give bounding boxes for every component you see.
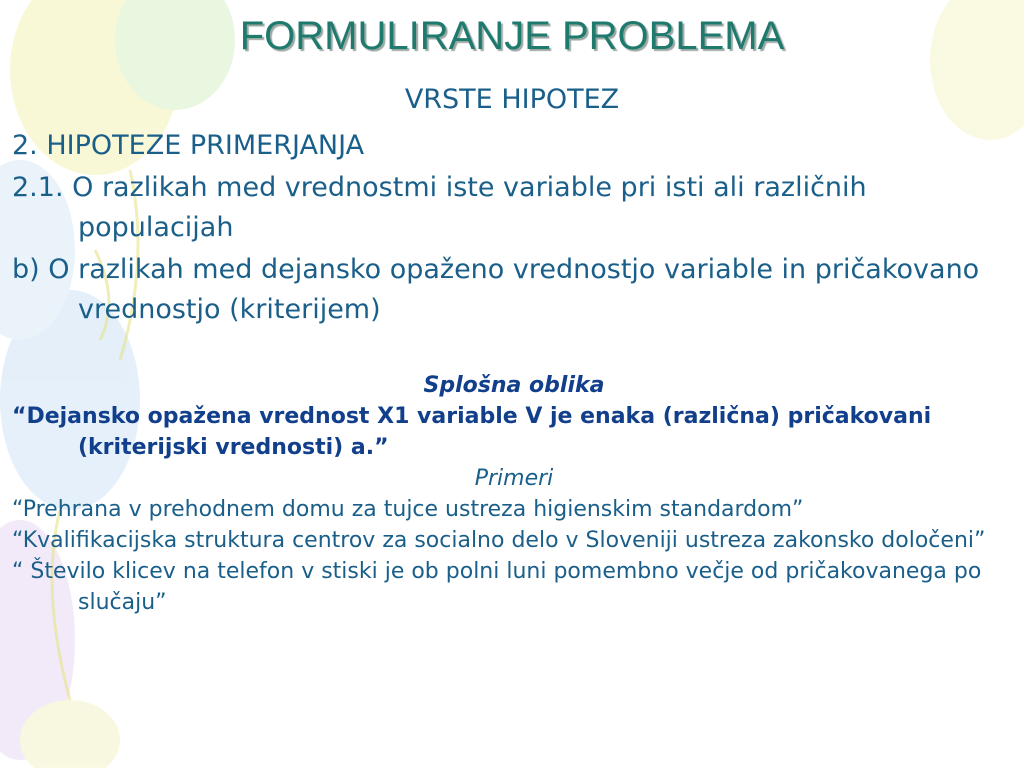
- list-item: 2. HIPOTEZE PRIMERJANJA: [12, 130, 365, 161]
- slide-subtitle: VRSTE HIPOTEZ: [404, 84, 620, 115]
- example-item: “ Število klicev na telefon v stiski je ob polni luni pomembno večje od pričakovanega po slučaju”: [12, 559, 982, 615]
- list-item: b) O razlikah med dejansko opaženo vrednostjo variable in pričakovano vrednostjo (kriterijem): [12, 254, 980, 325]
- hypothesis-list: [12, 126, 1016, 330]
- examples-heading: Primeri: [474, 466, 554, 491]
- list-item: 2.1. O razlikah med vrednostmi iste variable pri isti ali različnih populacijah: [12, 172, 867, 243]
- example-item: “Prehrana v prehodnem domu za tujce ustreza higienskim standardom”: [12, 497, 804, 522]
- general-form-heading: Splošna oblika: [423, 373, 605, 398]
- slide-title: FORMULIRANJE PROBLEMA: [239, 14, 785, 58]
- example-item: “Kvalifikacijska struktura centrov za socialno delo v Sloveniji ustreza zakonsko določeni”: [12, 528, 986, 553]
- general-form-text: “Dejansko opažena vrednost X1 variable V je enaka (različna) pričakovani (kriterijski vrednosti) a.”: [12, 404, 932, 460]
- general-form-block: [12, 370, 1016, 618]
